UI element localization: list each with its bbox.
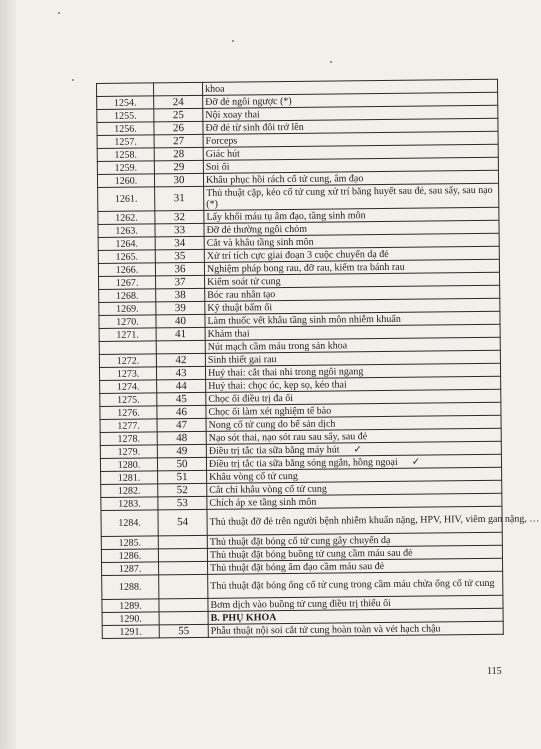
row-number — [97, 83, 154, 97]
row-stt: 48 — [157, 431, 206, 445]
row-number: 1256. — [97, 122, 154, 136]
row-stt: 40 — [156, 314, 205, 328]
procedure-text: B. PHỤ KHOA — [210, 611, 277, 624]
procedure-text: Nội xoay thai — [205, 108, 260, 121]
procedure-text: Nút mạch cầm máu trong sản khoa — [207, 339, 348, 353]
row-stt — [159, 611, 208, 625]
procedure-text: Điều trị tắc tia sữa bằng máy hút — [208, 443, 340, 457]
row-number: 1287. — [102, 562, 159, 576]
row-stt: 54 — [158, 509, 207, 536]
row-number: 1272. — [99, 354, 156, 368]
row-stt: 25 — [154, 108, 203, 122]
row-stt: 34 — [155, 236, 204, 250]
row-stt: 39 — [156, 301, 205, 315]
procedure-text: Giác hút — [205, 147, 240, 160]
procedure-table — [96, 79, 540, 639]
row-stt: 47 — [157, 418, 206, 432]
procedure-text: Bóc rau nhân tạo — [207, 288, 276, 301]
row-stt — [159, 598, 208, 612]
procedure-text: khoa — [205, 83, 225, 95]
row-stt — [158, 548, 207, 562]
row-stt — [158, 535, 207, 549]
procedure-text: Chọc ối làm xét nghiệm tế bào — [208, 405, 332, 418]
checkmark-icon: ✓ — [411, 456, 421, 468]
procedure-table-body — [97, 79, 540, 638]
procedure-text: Thủ thuật đỡ đẻ trên người bệnh nhiễm khuẩn nặng, HPV, HIV, viêm gan nặng, … — [209, 513, 540, 528]
procedure-text: Thủ thuật đặt bóng cổ tử cung gây chuyển dạ — [209, 534, 391, 548]
procedure-text: Đỡ đẻ ngôi ngược (*) — [205, 95, 292, 108]
row-number: 1282. — [101, 484, 158, 498]
row-stt: 28 — [154, 147, 203, 161]
row-stt: 24 — [154, 95, 203, 109]
row-stt: 55 — [159, 624, 208, 638]
procedure-text: Forceps — [205, 135, 238, 147]
row-number: 1263. — [98, 224, 155, 238]
row-number: 1275. — [100, 393, 157, 407]
row-stt: 32 — [155, 210, 204, 224]
row-stt: 27 — [154, 134, 203, 148]
page-edge — [0, 0, 16, 749]
procedure-text: Kiểm soát tử cung — [207, 275, 281, 288]
procedure-text: Nghiệm pháp bong rau, đỡ rau, kiểm tra bánh rau — [206, 261, 405, 275]
procedure-text: Khâu phục hồi rách cổ tử cung, âm đạo — [205, 172, 364, 186]
table-row — [102, 621, 503, 638]
row-stt: 53 — [158, 496, 207, 510]
row-number: 1266. — [98, 263, 155, 277]
page-number: 115 — [487, 666, 502, 677]
row-stt: 37 — [156, 275, 205, 289]
row-stt: 38 — [156, 288, 205, 302]
scan-speck — [232, 40, 234, 42]
row-number: 1283. — [101, 497, 158, 511]
row-stt: 51 — [158, 470, 207, 484]
procedure-text: Khám thai — [207, 327, 250, 340]
procedure-text: Cắt chỉ khâu vòng cổ tử cung — [209, 483, 327, 496]
row-stt — [154, 82, 203, 96]
row-number: 1258. — [97, 148, 154, 162]
procedure-text: Làm thuốc vết khâu tầng sinh môn nhiễm khuẩn — [207, 313, 401, 327]
row-number: 1269. — [99, 302, 156, 316]
procedure-text: Lấy khối máu tụ âm đạo, tầng sinh môn — [206, 209, 366, 223]
row-number: 1288. — [102, 575, 159, 600]
procedure-text: Xử trí tích cực giai đoạn 3 cuộc chuyển dạ đẻ — [206, 248, 389, 262]
procedure-text: Soi ối — [205, 161, 230, 173]
row-number: 1291. — [102, 625, 159, 639]
row-number: 1254. — [97, 96, 154, 110]
row-stt: 43 — [156, 366, 205, 380]
row-stt — [156, 340, 205, 354]
procedure-text: Thủ thuật cặp, kéo cổ tử cung xử trí băng huyết sau đẻ, sau sẩy, sau nạo (*) — [206, 184, 493, 210]
row-stt: 49 — [157, 444, 206, 458]
procedure-text: Phẫu thuật nội soi cắt tử cung hoàn toàn và vét hạch chậu — [210, 622, 441, 637]
row-stt: 44 — [157, 379, 206, 393]
procedure-text: Bơm dịch vào buồng tử cung điều trị thiểu ối — [210, 597, 391, 611]
row-stt: 42 — [156, 353, 205, 367]
row-number: 1280. — [100, 458, 157, 472]
row-number: 1259. — [97, 161, 154, 175]
row-number: 1274. — [100, 380, 157, 394]
row-number — [99, 341, 156, 355]
row-stt: 33 — [155, 223, 204, 237]
row-stt — [159, 574, 208, 599]
procedure-text: Kỹ thuật bấm ối — [207, 301, 273, 314]
row-number: 1286. — [101, 549, 158, 563]
procedure-text: Thủ thuật đặt bóng buồng tử cung cầm máu sau đẻ — [209, 547, 413, 561]
procedure-text: Khâu vòng cổ tử cung — [209, 470, 298, 483]
checkmark-icon: ✓ — [353, 443, 362, 455]
row-number: 1267. — [99, 276, 156, 290]
row-number: 1278. — [100, 432, 157, 446]
row-number: 1268. — [99, 289, 156, 303]
procedure-text: Điều trị tắc tia sữa bằng sóng ngắn, hồng ngoại — [208, 456, 398, 470]
row-number: 1285. — [101, 536, 158, 550]
procedure-text: Nong cổ tử cung do bế sản dịch — [208, 418, 336, 431]
row-number: 1261. — [98, 187, 155, 212]
row-number: 1276. — [100, 406, 157, 420]
procedure-name — [208, 621, 503, 637]
procedure-text: Đỡ đẻ từ sinh đôi trở lên — [205, 121, 304, 134]
row-stt: 52 — [158, 483, 207, 497]
row-stt — [159, 561, 208, 575]
row-stt: 50 — [157, 457, 206, 471]
procedure-text: Chích áp xe tầng sinh môn — [209, 496, 317, 509]
procedure-text: Nạo sót thai, nạo sót rau sau sẩy, sau đẻ — [208, 430, 368, 444]
row-number: 1270. — [99, 315, 156, 329]
row-stt: 36 — [155, 262, 204, 276]
scan-speck — [58, 12, 60, 14]
procedure-text: Đỡ đẻ thường ngôi chỏm — [206, 223, 308, 236]
row-number: 1284. — [101, 510, 158, 537]
row-number: 1265. — [98, 250, 155, 264]
procedure-text: Chọc ối điều trị đa ối — [208, 392, 294, 405]
row-number: 1264. — [98, 237, 155, 251]
row-number: 1281. — [101, 471, 158, 485]
row-number: 1277. — [100, 419, 157, 433]
scan-speck — [72, 79, 74, 81]
row-stt: 41 — [156, 327, 205, 341]
row-stt: 26 — [154, 121, 203, 135]
procedure-text: Thủ thuật đặt bóng âm đạo cầm máu sau đẻ — [210, 560, 385, 574]
scan-speck — [330, 61, 332, 63]
row-number: 1260. — [97, 174, 154, 188]
row-stt: 31 — [155, 186, 204, 211]
procedure-name — [204, 183, 499, 210]
procedure-text: Huỷ thai: cắt thai nhi trong ngôi ngang — [207, 365, 364, 379]
row-number: 1279. — [100, 445, 157, 459]
row-number: 1262. — [98, 211, 155, 225]
row-number: 1289. — [102, 599, 159, 613]
procedure-text: Cắt và khâu tầng sinh môn — [206, 236, 314, 249]
procedure-name — [208, 571, 503, 598]
row-number: 1290. — [102, 612, 159, 626]
row-stt: 46 — [157, 405, 206, 419]
row-number: 1257. — [97, 135, 154, 149]
procedure-text: Huỷ thai: chọc óc, kẹp sọ, kéo thai — [208, 378, 347, 392]
row-number: 1271. — [99, 328, 156, 342]
row-number: 1273. — [99, 367, 156, 381]
procedure-name — [207, 506, 540, 535]
row-stt: 45 — [157, 392, 206, 406]
row-number: 1255. — [97, 109, 154, 123]
row-stt: 35 — [155, 249, 204, 263]
procedure-text: Sinh thiết gai rau — [207, 353, 277, 366]
row-stt: 30 — [154, 173, 203, 187]
procedure-text: Thủ thuật đặt bóng ống cổ tử cung trong cầm máu chửa ống cổ tử cung — [210, 577, 495, 592]
row-stt: 29 — [154, 160, 203, 174]
